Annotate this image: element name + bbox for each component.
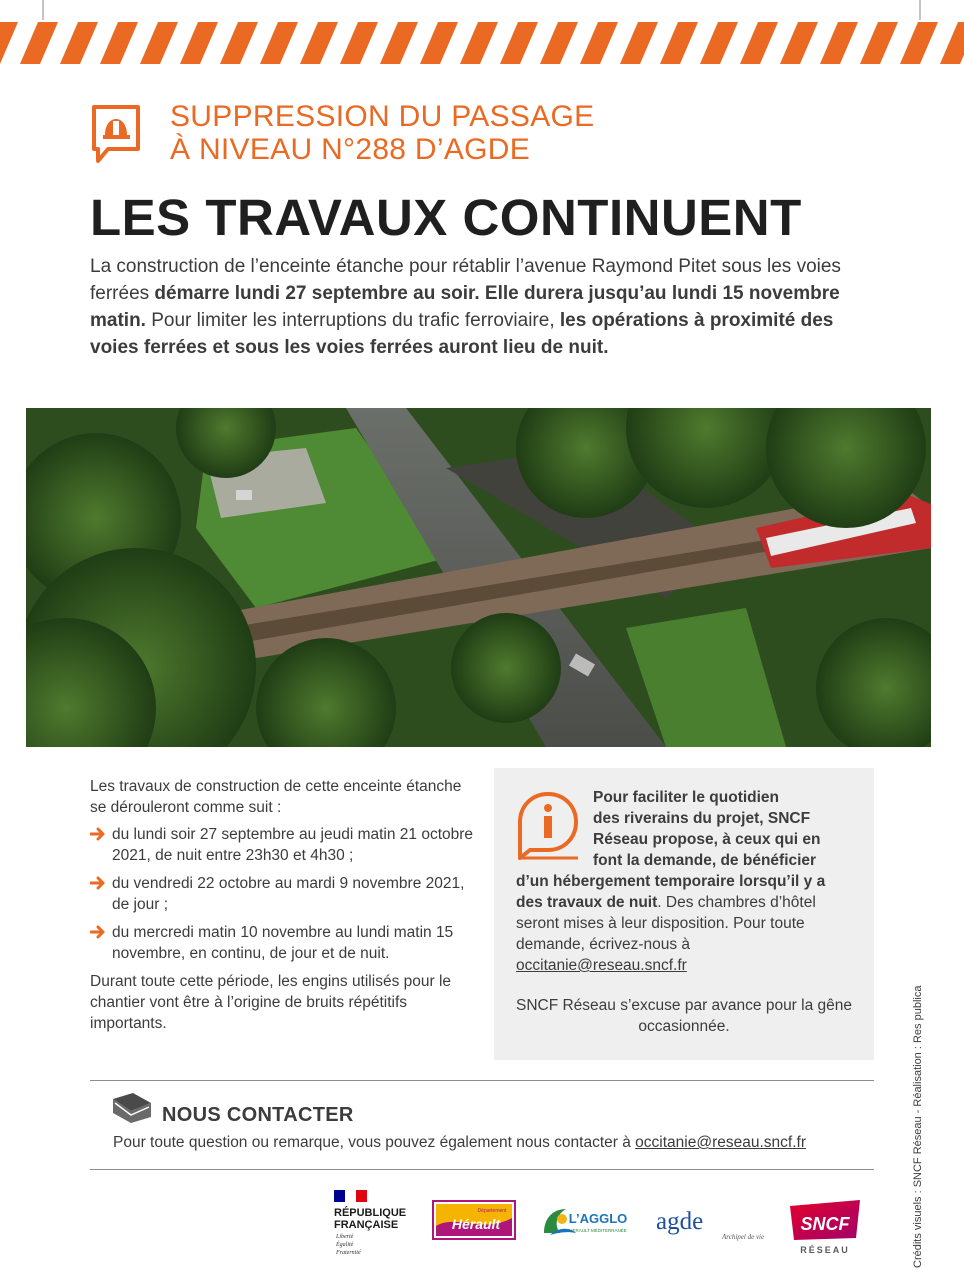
hazard-stripe — [620, 22, 658, 64]
schedule-list — [90, 824, 480, 964]
hazard-stripe — [780, 22, 818, 64]
rf-line-1: RÉPUBLIQUE — [334, 1207, 407, 1219]
subtitle-line-2: À NIVEAU N°288 D’AGDE — [170, 133, 531, 166]
contact-email-link[interactable]: occitanie@reseau.sncf.fr — [635, 1134, 806, 1151]
page-title: LES TRAVAUX CONTINUENT — [90, 189, 802, 246]
herault-logo — [432, 1200, 516, 1240]
hazard-stripe — [0, 22, 18, 64]
info-bold-line-5: d’un hébergement temporaire lorsqu’il y a des travaux de nuit — [516, 873, 826, 911]
hazard-stripe — [380, 22, 418, 64]
agde-text: agde — [656, 1208, 704, 1235]
rf-motto-3: Fraternité — [336, 1250, 361, 1256]
intro-bold-1: démarre lundi 27 septembre au soir. Elle durera jusqu’au lundi 15 novembre matin. — [90, 283, 840, 331]
agglo-herault-mediterranee-logo — [540, 1203, 632, 1241]
agglo-text: L’AGGLO — [568, 1211, 628, 1226]
hazard-stripe — [300, 22, 338, 64]
rf-motto-2: Égalité — [336, 1242, 354, 1248]
intro-paragraph — [90, 253, 860, 361]
hazard-stripe — [700, 22, 738, 64]
page-subtitle — [170, 100, 770, 166]
hazard-stripe — [740, 22, 778, 64]
arrow-right-icon — [90, 876, 106, 890]
rf-line-2: FRANÇAISE — [334, 1219, 399, 1231]
intro-text-2: Pour limiter les interruptions du trafic ferroviaire, — [145, 310, 560, 331]
herault-text: Hérault — [451, 1216, 501, 1232]
schedule-item-text: du vendredi 22 octobre au mardi 9 novembre 2021, de jour ; — [112, 875, 465, 913]
bridge-rendering-image — [26, 408, 931, 747]
rf-motto-1: Liberté — [336, 1234, 354, 1240]
info-email-link[interactable]: occitanie@reseau.sncf.fr — [516, 957, 687, 974]
herault-small-text: Département — [477, 1208, 507, 1214]
hazard-stripe — [180, 22, 218, 64]
agde-logo — [654, 1203, 768, 1243]
hazard-stripe — [20, 22, 58, 64]
hazard-stripe — [140, 22, 178, 64]
republique-francaise-logo — [334, 1190, 424, 1260]
hazard-stripe — [540, 22, 578, 64]
schedule-item-text: du lundi soir 27 septembre au jeudi matin 21 octobre 2021, de nuit entre 23h30 et 4h30 ; — [112, 826, 474, 864]
divider-top — [90, 1080, 874, 1081]
marianne-flag-icon — [334, 1190, 367, 1202]
hazard-stripe-band — [0, 0, 964, 66]
rf-motto — [336, 1233, 361, 1257]
credits-text: Crédits visuels : SNCF Réseau - Réalisation : Res publica — [912, 985, 924, 1268]
schedule-item — [90, 824, 480, 866]
hazard-stripe — [660, 22, 698, 64]
hazard-stripe — [500, 22, 538, 64]
hazard-stripe — [260, 22, 298, 64]
hazard-stripe — [60, 22, 98, 64]
contact-text-body: Pour toute question ou remarque, vous pouvez également nous contacter à — [113, 1134, 636, 1151]
contact-text — [113, 1134, 873, 1152]
info-normal-text: . Des chambres d’hôtel seront mises à leur disposition. Pour toute demande, écrivez-nous à — [516, 894, 816, 953]
info-text — [516, 787, 846, 976]
apology-text: SNCF Réseau s’excuse par avance pour la gêne occasionnée. — [515, 997, 853, 1035]
schedule-closing: Durant toute cette période, les engins utilisés pour le chantier vont être à l’origine de bruits répétitifs importants. — [90, 973, 452, 1032]
sncf-sub-text: RÉSEAU — [800, 1245, 850, 1255]
intro-bold-2: les opérations à proximité des voies ferrées et sous les voies ferrées auront lieu de nuit. — [90, 310, 834, 358]
arrow-right-icon — [90, 827, 106, 841]
schedule-item — [90, 922, 480, 964]
hard-hat-speech-bubble-icon — [90, 103, 142, 165]
agglo-sub-text: HÉRAULT MÉDITERRANÉE — [569, 1228, 627, 1233]
intro-text-1: La construction de l’enceinte étanche pour rétablir l’avenue Raymond Pitet sous les voies ferrées — [90, 256, 841, 304]
hazard-stripe — [340, 22, 378, 64]
schedule-item — [90, 873, 480, 915]
hazard-stripe — [860, 22, 898, 64]
info-bold-line-4: font la demande, de bénéficier — [593, 852, 817, 869]
hazard-stripe — [900, 22, 938, 64]
schedule-item-text: du mercredi matin 10 novembre au lundi matin 15 novembre, en continu, de jour et de nuit. — [112, 924, 454, 962]
hazard-stripe — [580, 22, 618, 64]
hazard-stripe — [100, 22, 138, 64]
schedule-section — [90, 776, 480, 1034]
envelope-icon — [111, 1091, 153, 1125]
agde-sub-text: Archipel de vie — [722, 1233, 765, 1241]
hazard-stripe — [940, 22, 964, 64]
info-bold-line-3: Réseau propose, à ceux qui en — [593, 831, 821, 848]
hazard-stripe — [460, 22, 498, 64]
info-bold-line-2: des riverains du projet, SNCF — [593, 810, 811, 827]
sncf-text: SNCF — [800, 1214, 850, 1234]
divider-bottom — [90, 1169, 874, 1170]
info-bold-line-1: Pour faciliter le quotidien — [593, 789, 780, 806]
schedule-lead: Les travaux de construction de cette enceinte étanche se dérouleront comme suit : — [90, 778, 462, 816]
hazard-stripe — [220, 22, 258, 64]
subtitle-line-1: SUPPRESSION DU PASSAGE — [170, 100, 595, 133]
sncf-reseau-logo — [788, 1200, 864, 1256]
contact-title: NOUS CONTACTER — [162, 1104, 354, 1126]
hazard-stripe — [820, 22, 858, 64]
hazard-stripe — [420, 22, 458, 64]
rf-name — [334, 1207, 424, 1231]
arrow-right-icon — [90, 925, 106, 939]
